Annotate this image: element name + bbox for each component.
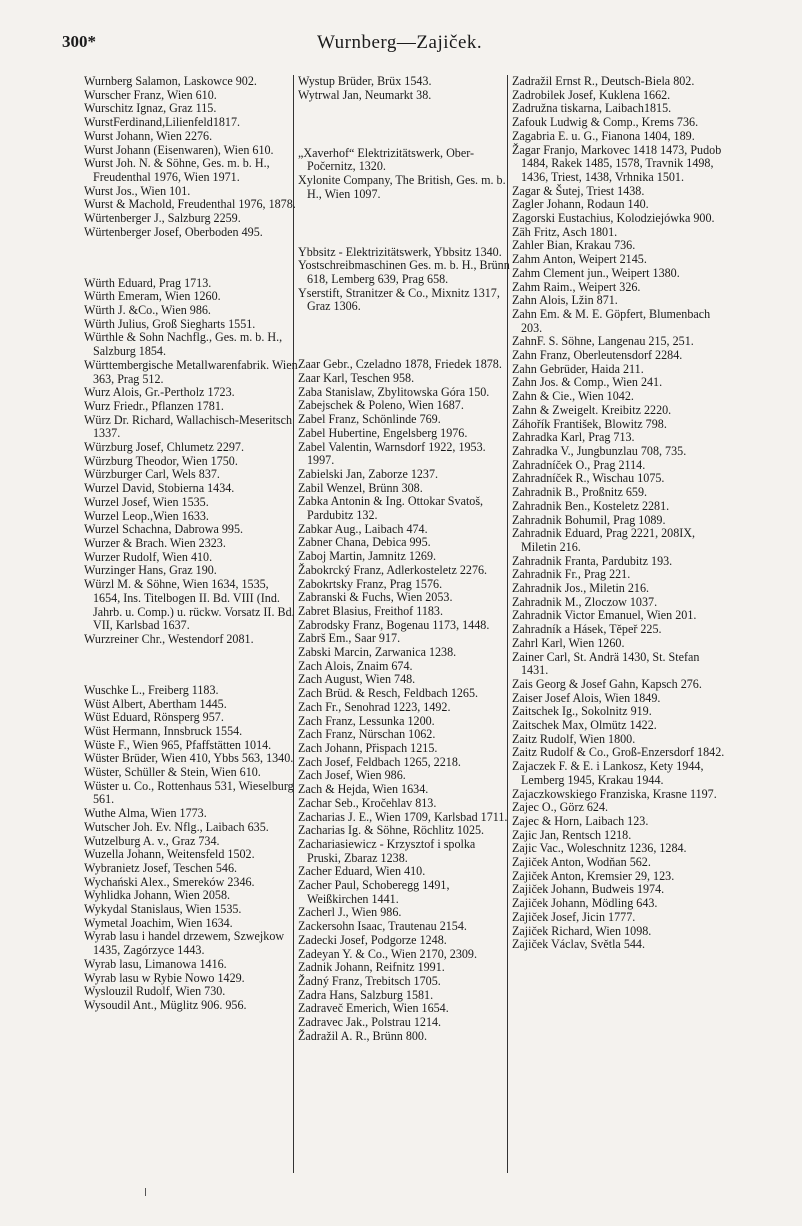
directory-entry: Wyrab lasu w Rybie Nowo 1429.	[84, 970, 245, 985]
directory-entry: Zaar Gebr., Czeladno 1878, Friedek 1878.	[298, 357, 502, 372]
directory-entry: Wychański Alex., Smereków 2346.	[84, 874, 255, 889]
directory-entry: Zahrl Karl, Wien 1260.	[512, 635, 625, 650]
directory-entry: Zahradnik Ben., Kosteletz 2281.	[512, 498, 670, 513]
directory-entry: Zahradnik Jos., Miletin 216.	[512, 581, 650, 596]
directory-entry: Zabel Franz, Schönlinde 769.	[298, 412, 441, 427]
directory-entry: Zach Brüd. & Resch, Feldbach 1265.	[298, 686, 479, 701]
directory-entry: Zach Franz, Lessunka 1200.	[298, 713, 435, 728]
directory-entry: Zach Fr., Senohrad 1223, 1492.	[298, 699, 451, 714]
directory-entry: Wurschitz Ignaz, Graz 115.	[84, 101, 217, 116]
directory-entry: Wykydal Stanislaus, Wien 1535.	[84, 902, 242, 917]
directory-entry: Xylonite Company, The British, Ges. m. b. H., Wien 1097.	[298, 173, 506, 201]
directory-entry: Zajiček Anton, Kremsier 29, 123.	[512, 868, 675, 883]
directory-entry: Wutscher Joh. Ev. Nflg., Laibach 635.	[84, 819, 269, 834]
directory-entry: Würtenberger Josef, Oberboden 495.	[84, 224, 263, 239]
directory-entry: Zadecki Josef, Podgorze 1248.	[298, 932, 447, 947]
directory-entry: Zahm Clement jun., Weipert 1380.	[512, 265, 680, 280]
directory-entry: Wyslouzil Rudolf, Wien 730.	[84, 984, 226, 999]
directory-entry: Würzl M. & Söhne, Wien 1634, 1535, 1654, Ins. Titelbogen II. Bd. VIII (Ind. Jahrb. u. Comp.) u. rückw. Vorsatz II. Bd. VII, Karlsbad 1637.	[84, 577, 295, 633]
directory-entry: Zach Johann, Přispach 1215.	[298, 740, 438, 755]
directory-entry: Zajiček Anton, Wodňan 562.	[512, 855, 651, 870]
directory-entry: Zabner Chana, Debica 995.	[298, 535, 431, 550]
directory-entry: Zabielski Jan, Zaborze 1237.	[298, 466, 439, 481]
directory-entry: Zahn Alois, Lžin 871.	[512, 293, 618, 308]
directory-entry: „Xaverhof“ Elektrizitätswerk, Ober-Počernitz, 1320.	[298, 145, 475, 174]
directory-entry: Žadražil A. R., Brünn 800.	[298, 1028, 427, 1043]
directory-entry: Zaiser Josef Alois, Wien 1849.	[512, 690, 661, 705]
directory-entry: Zahradnik B., Proßnitz 659.	[512, 485, 648, 500]
directory-entry: Wybranietz Josef, Teschen 546.	[84, 860, 238, 875]
directory-entry: Würth J. &Co., Wien 986.	[84, 303, 211, 318]
directory-entry: Zagar & Šutej, Triest 1438.	[512, 183, 645, 198]
directory-column-1	[84, 75, 298, 1013]
directory-entry: Zahradník a Hásek, Těpeř 225.	[512, 622, 662, 637]
directory-entry: Zahn Jos. & Comp., Wien 241.	[512, 375, 663, 390]
directory-entry: Zadražil Ernst R., Deutsch-Biela 802.	[512, 74, 695, 88]
directory-entry: Zach Franz, Nürschan 1062.	[298, 727, 436, 742]
directory-entry: Zajic Jan, Rentsch 1218.	[512, 827, 632, 842]
directory-entry: Wurzer Rudolf, Wien 410.	[84, 549, 213, 564]
directory-entry: Zahn & Zweigelt. Kreibitz 2220.	[512, 402, 672, 417]
directory-entry: Yserstift, Stranitzer & Co., Mixnitz 1317, Graz 1306.	[298, 285, 500, 314]
directory-entry: Würz Dr. Richard, Wallachisch-Meseritsch 1337.	[84, 412, 293, 441]
directory-entry: Wurzel Josef, Wien 1535.	[84, 494, 209, 509]
directory-entry: Wurnberg Salamon, Laskowce 902.	[84, 74, 257, 88]
directory-entry: Zabranski & Fuchs, Wien 2053.	[298, 590, 453, 605]
directory-entry: Zacher Eduard, Wien 410.	[298, 864, 426, 879]
directory-entry: Würthle & Sohn Nachflg., Ges. m. b. H., Salzburg 1854.	[84, 330, 283, 359]
directory-entry: Wurst & Machold, Freudenthal 1976, 1878.	[84, 197, 296, 212]
directory-entry: Würzburger Carl, Wels 837.	[84, 467, 220, 482]
directory-entry: Zahradníček O., Prag 2114.	[512, 457, 646, 472]
directory-entry: Wüster, Schüller & Stein, Wien 610.	[84, 765, 261, 780]
directory-entry: Zahradnik Fr., Prag 221.	[512, 567, 631, 582]
directory-entry: Zabkar Aug., Laibach 474.	[298, 521, 428, 536]
directory-entry: Zajiček Richard, Wien 1098.	[512, 923, 652, 938]
directory-entry: Zahler Bian, Krakau 736.	[512, 238, 636, 253]
directory-entry: Würzburg Theodor, Wien 1750.	[84, 453, 238, 468]
directory-entry: Zahradníček R., Wischau 1075.	[512, 471, 665, 486]
directory-entry: Zach August, Wien 748.	[298, 672, 416, 687]
directory-entry: Zabel Valentin, Warnsdorf 1922, 1953. 1997.	[298, 439, 486, 468]
directory-entry: Zadraveč Emerich, Wien 1654.	[298, 1001, 449, 1016]
directory-entry: Zaitschek Ig., Sokolnitz 919.	[512, 704, 652, 719]
directory-entry: Zadružna tiskarna, Laibach1815.	[512, 101, 672, 116]
directory-entry: Zajiček Václav, Světla 544.	[512, 937, 645, 952]
directory-entry: Ybbsitz - Elektrizitätswerk, Ybbsitz 1340.	[298, 244, 502, 259]
directory-entry: Zaitschek Max, Olmütz 1422.	[512, 718, 657, 733]
print-mark	[145, 1188, 146, 1196]
directory-entry: Yostschreibmaschinen Ges. m. b. H., Brünn 618, Lemberg 639, Prag 658.	[298, 258, 510, 286]
directory-entry: Zafouk Ludwig & Comp., Krems 736.	[512, 115, 699, 130]
directory-entry: Wüst Hermann, Innsbruck 1554.	[84, 723, 243, 738]
directory-entry: Zaitz Rudolf, Wien 1800.	[512, 731, 636, 746]
directory-entry: Wuschke L., Freiberg 1183.	[84, 682, 219, 697]
directory-entry: Wurst Johann, Wien 2276.	[84, 128, 213, 143]
directory-entry: Zäh Fritz, Asch 1801.	[512, 224, 618, 239]
directory-entry: Wuzella Johann, Weitensfeld 1502.	[84, 847, 255, 862]
directory-entry: Žagar Franjo, Markovec 1418 1473, Pudob 1484, Rakek 1485, 1578, Travnik 1498, 1436, Triest, 1438, Vrhnika 1501.	[512, 142, 722, 184]
directory-entry: Wurz Alois, Gr.-Pertholz 1723.	[84, 385, 235, 400]
directory-entry: WurstFerdinand,Lilienfeld1817.	[84, 115, 241, 130]
directory-entry: Zaba Stanislaw, Zbylitowska Góra 150.	[298, 384, 490, 399]
directory-entry: Zabret Blasius, Freithof 1183.	[298, 603, 443, 618]
directory-entry: Wurscher Franz, Wien 610.	[84, 87, 217, 102]
directory-entry: Zachar Seb., Kročehlav 813.	[298, 795, 437, 810]
directory-entry: Zackersohn Isaac, Trautenau 2154.	[298, 919, 467, 934]
directory-entry: Zais Georg & Josef Gahn, Kapsch 276.	[512, 676, 702, 691]
directory-entry: Zainer Carl, St. Andrä 1430, St. Stefan 1431.	[512, 649, 700, 678]
directory-entry: Wurz Friedr., Pflanzen 1781.	[84, 398, 224, 413]
section-gap	[298, 115, 512, 135]
directory-entry: Zadeyan Y. & Co., Wien 2170, 2309.	[298, 946, 477, 961]
directory-entry: Wüster Brüder, Wien 410, Ybbs 563, 1340.	[84, 751, 294, 766]
directory-entry: Wüst Albert, Abertham 1445.	[84, 696, 227, 711]
directory-entry: Zahn Gebrüder, Haida 211.	[512, 361, 644, 376]
directory-entry: Zahradka V., Jungbunzlau 708, 735.	[512, 443, 687, 458]
directory-entry: Zahm Anton, Weipert 2145.	[512, 252, 647, 267]
directory-entry: Wurzel Leop.,Wien 1633.	[84, 508, 209, 523]
directory-entry: Zajec & Horn, Laibach 123.	[512, 813, 649, 828]
directory-entry: Zacharias Ig. & Söhne, Röchlitz 1025.	[298, 823, 485, 838]
directory-entry: Zacherl J., Wien 986.	[298, 905, 402, 920]
directory-entry: Zajaczkowskiego Franziska, Krasne 1197.	[512, 786, 717, 801]
directory-entry: Wytrwal Jan, Neumarkt 38.	[298, 87, 432, 102]
directory-entry: Žabokrcký Franz, Adlerkosteletz 2276.	[298, 562, 488, 577]
directory-entry: Würth Emeram, Wien 1260.	[84, 289, 221, 304]
directory-entry: Zaitz Rudolf & Co., Groß-Enzersdorf 1842.	[512, 745, 725, 760]
directory-column-3	[512, 75, 726, 952]
directory-entry: Zach Josef, Wien 986.	[298, 768, 406, 783]
directory-entry: Zagabria E. u. G., Fianona 1404, 189.	[512, 128, 695, 143]
directory-entry: Wurst Jos., Wien 101.	[84, 183, 191, 198]
directory-entry: Würtenberger J., Salzburg 2259.	[84, 211, 241, 226]
page-number: 300*	[62, 32, 96, 51]
section-gap	[84, 252, 298, 265]
directory-entry: Wyhlidka Johann, Wien 2058.	[84, 888, 231, 903]
directory-entry: Zabejschek & Poleno, Wien 1687.	[298, 398, 464, 413]
directory-entry: Wurst Joh. N. & Söhne, Ges. m. b. H., Freudenthal 1976, Wien 1971.	[84, 156, 270, 184]
directory-entry: Zach & Hejda, Wien 1634.	[298, 782, 429, 797]
directory-entry: Wyrab lasu i handel drzewem, Szwejkow 1435, Zagórzyce 1443.	[84, 929, 285, 958]
directory-entry: Württembergische Metallwarenfabrik. Wien 363, Prag 512.	[84, 357, 298, 386]
directory-entry: Zahradnik M., Zloczow 1037.	[512, 594, 658, 609]
directory-entry: Würth Eduard, Prag 1713.	[84, 275, 212, 290]
directory-entry: Zajiček Josef, Jicin 1777.	[512, 909, 636, 924]
directory-entry: Zahn & Cie., Wien 1042.	[512, 389, 634, 404]
directory-column-2	[298, 75, 512, 1043]
directory-entry: Zajiček Johann, Mödling 643.	[512, 896, 658, 911]
directory-entry: Zach Alois, Znaim 674.	[298, 658, 413, 673]
directory-entry: Zahradnik Victor Emanuel, Wien 201.	[512, 608, 697, 623]
directory-entry: Zadrobilek Josef, Kuklena 1662.	[512, 87, 671, 102]
section-gap	[298, 326, 512, 346]
directory-entry: Zacharias J. E., Wien 1709, Karlsbad 1711.	[298, 809, 508, 824]
directory-entry: Zabka Antonin & Ing. Ottokar Svatoš, Pardubitz 132.	[298, 494, 484, 523]
directory-entry: Zahm Raim., Weipert 326.	[512, 279, 641, 294]
directory-entry: Zabokrtsky Franz, Prag 1576.	[298, 576, 443, 591]
directory-entry: Zajiček Johann, Budweis 1974.	[512, 882, 665, 897]
directory-entry: Wurzinger Hans, Graz 190.	[84, 563, 217, 578]
directory-entry: Wurzreiner Chr., Westendorf 2081.	[84, 631, 254, 646]
directory-entry: Zajaczek F. & E. i Lankosz, Kety 1944, Lemberg 1945, Krakau 1944.	[512, 759, 704, 787]
directory-entry: Zaboj Martin, Jamnitz 1269.	[298, 549, 437, 564]
directory-entry: Zajic Vac., Woleschnitz 1236, 1284.	[512, 841, 687, 856]
page-header	[62, 32, 752, 54]
running-head: Wurnberg—Zajiček.	[317, 32, 483, 53]
directory-entry: Wysoudil Ant., Müglitz 906. 956.	[84, 997, 247, 1012]
directory-entry: Wuthe Alma, Wien 1773.	[84, 806, 207, 821]
directory-entry: Zahn Franz, Oberleutensdorf 2284.	[512, 348, 683, 363]
directory-entry: Zajec O., Görz 624.	[512, 800, 609, 815]
directory-entry: Zaar Karl, Teschen 958.	[298, 371, 415, 385]
directory-entry: Zabrš Em., Saar 917.	[298, 631, 401, 646]
directory-entry: Zabrodsky Franz, Bogenau 1173, 1448.	[298, 617, 490, 632]
section-gap	[84, 659, 298, 672]
directory-entry: Zadra Hans, Salzburg 1581.	[298, 987, 434, 1002]
directory-entry: Zabil Wenzel, Brünn 308.	[298, 480, 423, 495]
directory-entry: Wüste F., Wien 965, Pfaffstätten 1014.	[84, 737, 272, 752]
directory-entry: Wymetal Joachim, Wien 1634.	[84, 915, 233, 930]
directory-entry: Záhořík František, Blowitz 798.	[512, 416, 667, 431]
directory-entry: Wutzelburg A. v., Graz 734.	[84, 833, 220, 848]
directory-entry: Zahradnik Franta, Pardubitz 193.	[512, 553, 673, 568]
directory-entry: Zadravec Jak., Polstrau 1214.	[298, 1015, 442, 1030]
directory-entry: Žadný Franz, Trebitsch 1705.	[298, 973, 441, 988]
directory-entry: Zagler Johann, Rodaun 140.	[512, 197, 649, 212]
directory-entry: Zahn Em. & M. E. Göpfert, Blumenbach 203.	[512, 306, 711, 335]
directory-entry: Zahradnik Eduard, Prag 2221, 208IX, Miletin 216.	[512, 526, 696, 554]
directory-entry: Wystup Brüder, Brüx 1543.	[298, 74, 432, 88]
directory-entry: Zabski Marcin, Zarwanica 1238.	[298, 645, 457, 660]
directory-entry: Wurzel David, Stobierna 1434.	[84, 481, 235, 496]
directory-entry: Zachariasiewicz - Krzysztof i spolka Pruski, Zbaraz 1238.	[298, 836, 476, 865]
directory-entry: Zacher Paul, Schoberegg 1491, Weißkirchen 1441.	[298, 878, 450, 906]
directory-entry: Zadnik Johann, Reifnitz 1991.	[298, 960, 445, 975]
directory-entry: Würth Julius, Groß Siegharts 1551.	[84, 316, 256, 331]
directory-entry: Wurzel Schachna, Dabrowa 995.	[84, 522, 244, 537]
directory-entry: Wurst Johann (Eisenwaren), Wien 610.	[84, 142, 274, 157]
directory-entry: Zagorski Eustachius, Kolodziejówka 900.	[512, 211, 715, 226]
section-gap	[298, 214, 512, 234]
directory-entry: Wyrab lasu, Limanowa 1416.	[84, 956, 227, 971]
directory-entry: Zahradka Karl, Prag 713.	[512, 430, 635, 445]
directory-entry: Zabel Hubertine, Engelsberg 1976.	[298, 425, 468, 440]
directory-entry: Wüst Eduard, Rönsperg 957.	[84, 710, 224, 725]
directory-entry: Zahradnik Bohumil, Prag 1089.	[512, 512, 666, 527]
directory-entry: Zach Josef, Feldbach 1265, 2218.	[298, 754, 461, 769]
directory-entry: Würzburg Josef, Chlumetz 2297.	[84, 440, 244, 455]
directory-entry: ZahnF. S. Söhne, Langenau 215, 251.	[512, 334, 694, 349]
directory-entry: Wüster u. Co., Rottenhaus 531, Wieselburg 561.	[84, 778, 294, 807]
directory-entry: Wurzer & Brach. Wien 2323.	[84, 535, 226, 550]
